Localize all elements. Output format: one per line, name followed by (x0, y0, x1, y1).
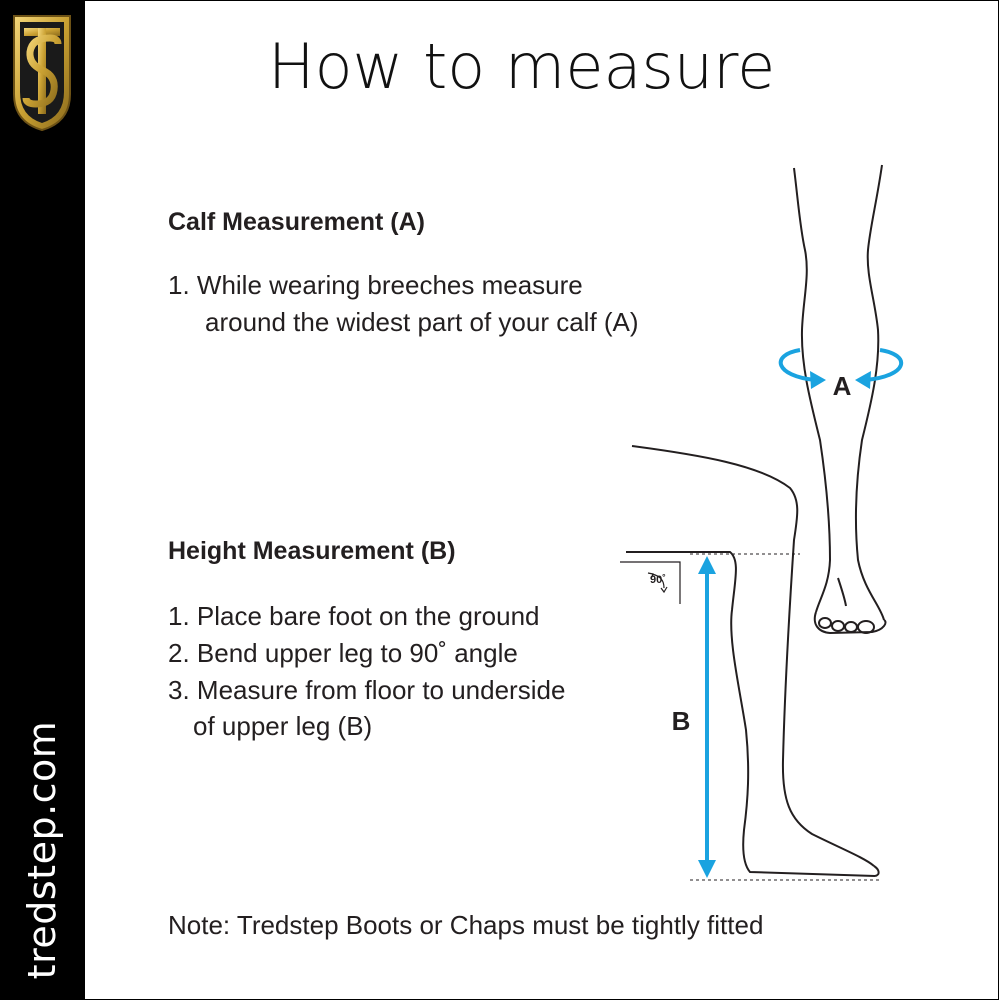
calf-step-1-continued: around the widest part of your calf (A) (205, 307, 639, 337)
height-step-3-continued: of upper leg (B) (193, 711, 373, 741)
height-step-2: 2. Bend upper leg to 90˚ angle (168, 638, 518, 668)
calf-measurement-heading: Calf Measurement (A) (168, 208, 425, 236)
height-measurement-heading: Height Measurement (B) (168, 537, 456, 565)
height-arrow (698, 556, 716, 878)
height-label: B (671, 706, 691, 736)
calf-step-1: 1. While wearing breeches measure (168, 270, 583, 300)
page-title: How to measure (268, 30, 776, 103)
height-step-3: 3. Measure from floor to underside (168, 675, 566, 705)
calf-label: A (832, 371, 852, 401)
angle-label: 90˚ (650, 574, 666, 586)
fitting-note: Note: Tredstep Boots or Chaps must be tightly fitted (168, 910, 764, 940)
height-step-1: 1. Place bare foot on the ground (168, 601, 540, 631)
site-url: tredstep.com (20, 720, 64, 980)
seated-leg-drawing (626, 446, 879, 876)
